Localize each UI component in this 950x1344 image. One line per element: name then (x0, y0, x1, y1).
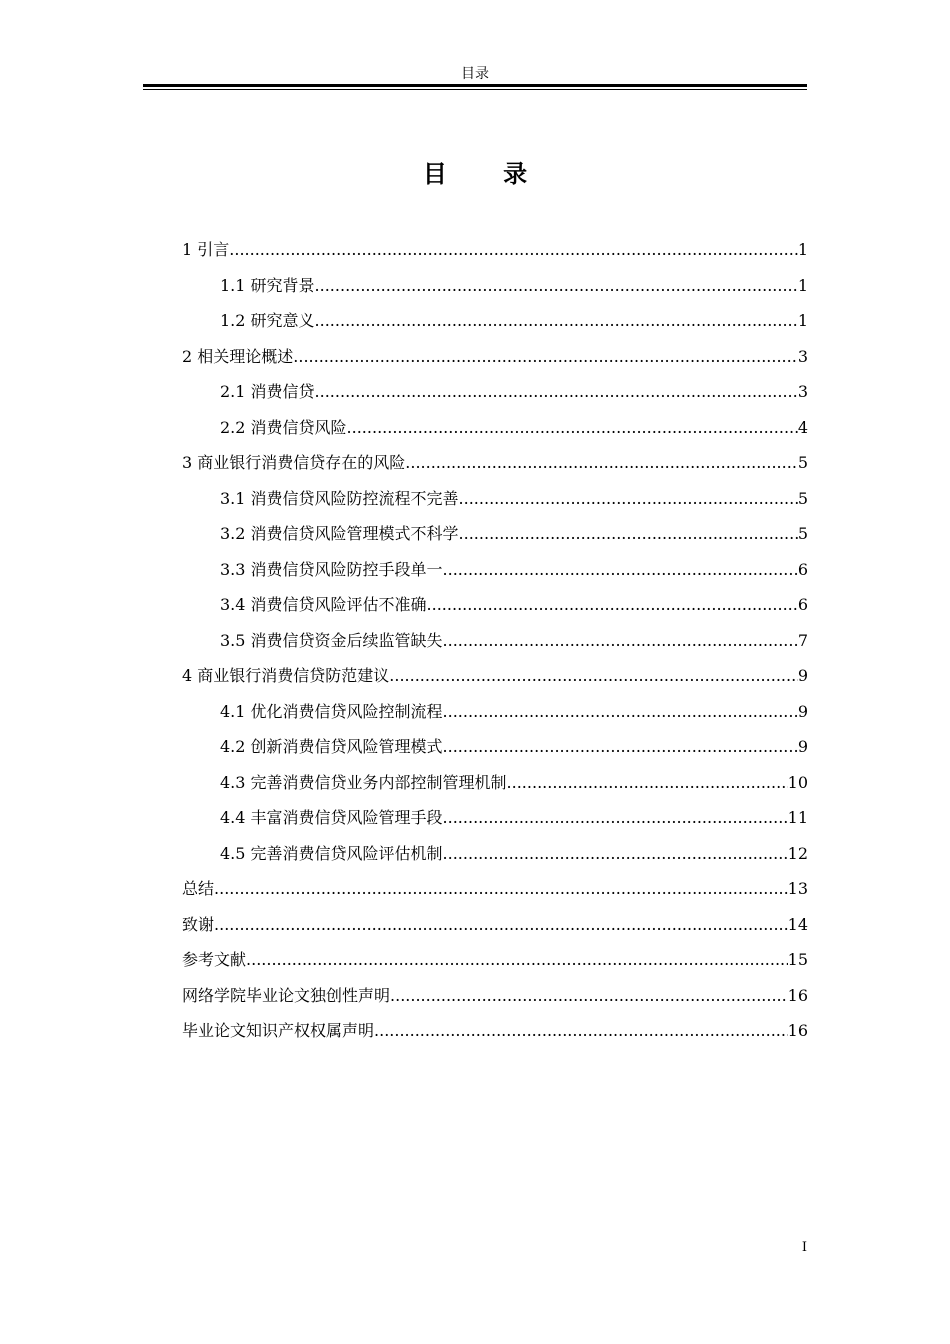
toc-entry-label: 1.2 研究意义 (220, 311, 315, 330)
toc-entry[interactable] (182, 800, 808, 836)
dot-leader (459, 516, 798, 552)
toc-entry-page: 3 (797, 346, 808, 366)
toc-entry-page: 12 (787, 843, 808, 863)
toc-entry[interactable] (182, 658, 808, 694)
toc-entry[interactable] (182, 587, 808, 623)
dot-leader (229, 232, 798, 268)
dot-leader (443, 729, 798, 765)
toc-entry-label: 4.2 创新消费信贷风险管理模式 (220, 737, 443, 756)
toc-entry[interactable] (182, 871, 808, 907)
toc-entry-label: 4.3 完善消费信贷业务内部控制管理机制 (220, 772, 507, 792)
toc-entry-label: 致谢 (182, 914, 215, 934)
toc-entry-page: 11 (787, 808, 808, 827)
toc-entry-label: 4.4 丰富消费信贷风险管理手段 (220, 808, 443, 827)
toc-entry[interactable] (182, 552, 808, 588)
toc-entry-label: 4.5 完善消费信贷风险评估机制 (220, 843, 443, 863)
toc-entry[interactable] (182, 765, 808, 801)
toc-entry[interactable] (182, 232, 808, 268)
toc-entry-page: 1 (797, 275, 808, 295)
toc-entry-label: 2 相关理论概述 (182, 346, 294, 366)
dot-leader (443, 836, 788, 872)
dot-leader (214, 907, 788, 943)
dot-leader (347, 410, 798, 446)
toc-entry[interactable] (182, 410, 808, 446)
dot-leader (427, 587, 798, 623)
toc-entry[interactable] (182, 445, 808, 481)
dot-leader (507, 765, 788, 801)
toc-entry-label: 1.1 研究背景 (220, 275, 315, 295)
toc-entry-page: 3 (797, 382, 808, 401)
dot-leader (443, 800, 788, 836)
toc-entry[interactable] (182, 268, 808, 304)
toc-entry[interactable] (182, 623, 808, 659)
toc-entry-label: 3 商业银行消费信贷存在的风险 (182, 453, 406, 472)
toc-entry-page: 6 (797, 559, 808, 579)
dot-leader (390, 978, 788, 1014)
dot-leader (315, 374, 798, 410)
toc-entry-page: 9 (797, 666, 808, 685)
toc-entry-page: 5 (797, 524, 808, 543)
toc-entry-page: 5 (797, 488, 808, 508)
dot-leader (374, 1013, 788, 1049)
toc-title: 目 录 (422, 159, 552, 188)
toc-entry-page: 14 (787, 914, 808, 934)
running-header: 目录 (461, 66, 489, 82)
dot-leader (405, 445, 798, 481)
toc-entry-page: 7 (797, 630, 808, 650)
toc-entry[interactable] (182, 694, 808, 730)
toc-entry-page: 10 (787, 772, 808, 792)
toc-list (182, 232, 808, 1049)
toc-entry-label: 3.1 消费信贷风险防控流程不完善 (220, 488, 459, 508)
toc-entry-label: 2.1 消费信贷 (220, 382, 315, 401)
toc-entry-page: 1 (797, 311, 808, 330)
toc-entry-page: 5 (797, 453, 808, 472)
toc-entry-page: 9 (797, 701, 808, 721)
header-rule-thin (143, 89, 807, 90)
toc-entry[interactable] (182, 836, 808, 872)
dot-leader (246, 942, 788, 978)
dot-leader (293, 339, 798, 375)
dot-leader (443, 552, 798, 588)
toc-entry-label: 3.5 消费信贷资金后续监管缺失 (220, 630, 443, 650)
toc-entry-label: 3.2 消费信贷风险管理模式不科学 (220, 524, 459, 543)
toc-entry[interactable] (182, 942, 808, 978)
toc-entry-page: 4 (797, 417, 808, 437)
toc-entry-label: 总结 (182, 879, 215, 898)
toc-entry-page: 9 (797, 737, 808, 756)
toc-entry-label: 参考文献 (182, 950, 247, 969)
toc-entry-label: 网络学院毕业论文独创性声明 (182, 985, 391, 1005)
toc-entry[interactable] (182, 374, 808, 410)
toc-entry[interactable] (182, 729, 808, 765)
toc-entry[interactable] (182, 1013, 808, 1049)
toc-entry-page: 16 (787, 1021, 808, 1040)
toc-entry[interactable] (182, 303, 808, 339)
toc-entry-label: 4.1 优化消费信贷风险控制流程 (220, 701, 443, 721)
toc-entry-page: 1 (797, 240, 808, 259)
toc-entry[interactable] (182, 907, 808, 943)
toc-entry[interactable] (182, 516, 808, 552)
dot-leader (459, 481, 798, 517)
page-number: I (801, 1240, 807, 1255)
dot-leader (443, 694, 798, 730)
toc-entry-page: 13 (787, 879, 808, 898)
toc-entry-label: 3.4 消费信贷风险评估不准确 (220, 595, 427, 614)
toc-entry-label: 1 引言 (182, 240, 230, 259)
dot-leader (389, 658, 798, 694)
dot-leader (214, 871, 788, 907)
dot-leader (443, 623, 798, 659)
dot-leader (315, 303, 798, 339)
toc-entry-page: 15 (787, 950, 808, 969)
toc-entry-label: 3.3 消费信贷风险防控手段单一 (220, 559, 443, 579)
toc-entry[interactable] (182, 481, 808, 517)
toc-entry-label: 2.2 消费信贷风险 (220, 417, 347, 437)
toc-entry[interactable] (182, 978, 808, 1014)
toc-entry-label: 4 商业银行消费信贷防范建议 (182, 666, 390, 685)
toc-entry-page: 6 (797, 595, 808, 614)
header-rule-thick (143, 84, 807, 87)
toc-entry[interactable] (182, 339, 808, 375)
toc-entry-page: 16 (787, 985, 808, 1005)
dot-leader (315, 268, 798, 304)
toc-entry-label: 毕业论文知识产权权属声明 (182, 1021, 375, 1040)
